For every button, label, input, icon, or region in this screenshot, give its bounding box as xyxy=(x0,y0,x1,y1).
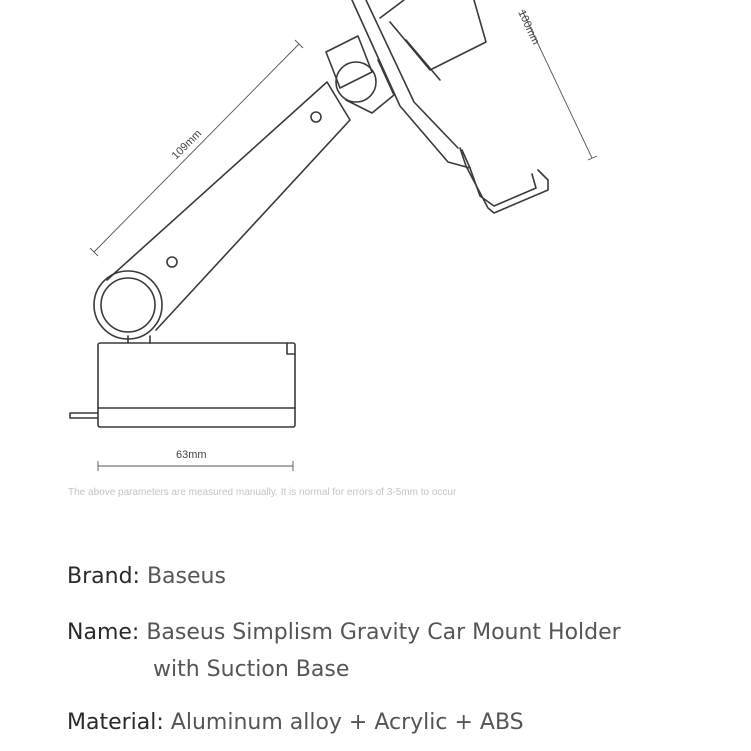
spec-brand xyxy=(67,558,226,596)
spec-name-continued xyxy=(153,651,349,689)
material-value: Aluminum alloy + Acrylic + ABS xyxy=(170,710,524,735)
brand-value: Baseus xyxy=(146,564,226,589)
name-label: Name: xyxy=(67,620,140,645)
arm-drawing xyxy=(107,82,350,330)
upper-joint-drawing xyxy=(326,36,394,113)
spec-name xyxy=(67,614,621,652)
phone-holder-drawing xyxy=(352,0,548,213)
spec-material xyxy=(67,704,524,742)
suction-base-drawing xyxy=(70,336,295,427)
lower-joint-drawing xyxy=(94,271,162,339)
material-label: Material: xyxy=(67,710,164,735)
holder-dimension-label: 100mm xyxy=(515,8,542,47)
measurement-note: The above parameters are measured manually. It is normal for errors of 3-5mm to occur xyxy=(68,487,457,498)
base-dimension-label: 63mm xyxy=(176,449,207,461)
name-value-line2: with Suction Base xyxy=(153,657,350,682)
base-dimension-line xyxy=(98,461,293,471)
brand-label: Brand: xyxy=(67,564,140,589)
arm-dimension-label: 109mm xyxy=(169,127,205,163)
arm-dimension-line xyxy=(90,40,303,256)
name-value-line1: Baseus Simplism Gravity Car Mount Holder xyxy=(146,620,621,645)
